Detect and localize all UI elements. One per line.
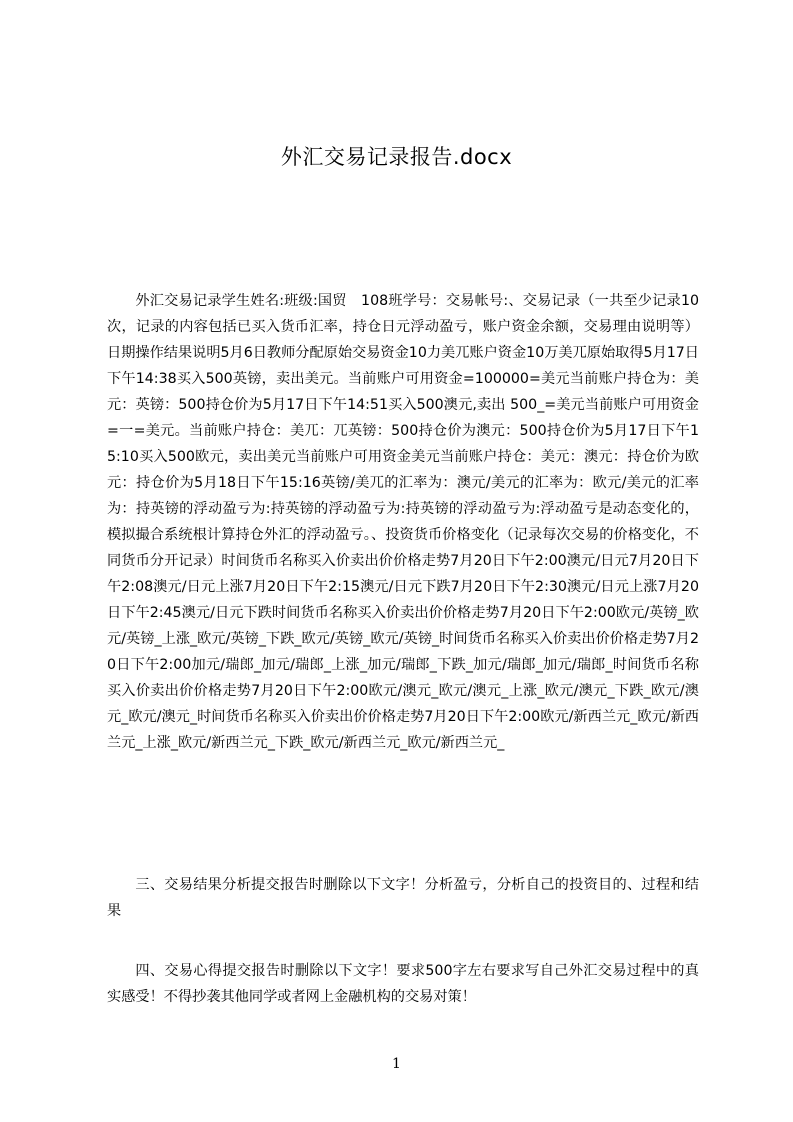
- section-four-paragraph: 四、交易心得提交报告时删除以下文字！要求500字左右要求写自己外汇交易过程中的真实感受！不得抄袭其他同学或者网上金融机构的交易对策！: [107, 963, 699, 1005]
- document-title: 外汇交易记录报告.docx: [280, 145, 513, 169]
- main-paragraph: 外汇交易记录学生姓名:班级:国贸 108班学号：交易帐号:、交易记录（一共至少记录10次，记录的内容包括已买入货币汇率，持仓日元浮动盈亏，账户资金余额，交易理由说明等）日期操作结果说明5月6日教师分配原始交易资金10力美兀账户资金10万美兀原始取得5月17日下午14:38买入500英镑，卖出美元。当前账户可用资金=100000=美元当前账户持仓为：美元：英镑：500持仓价为5月17日下午14:51买入500澳元,卖出 500_=美元当前账户可用资金=一=美元。当前账户持仓：美兀：兀英镑：500持仓价为澳元：500持仓价为5月17日下午15:10买入500欧元，卖出美元当前账户可用资金美元当前账户持仓：美元：澳元：持仓价为欧元：持仓价为5月18日下午15:16英镑/美兀的汇率为：澳元/美元的汇率为：欧元/美元的汇率为：持英镑的浮动盈亏为:持英镑的浮动盈亏为:持英镑的浮动盈亏为:浮动盈亏是动态变化的，模拟撮合系统根计算持仓外汇的浮动盈亏。、投资货币价格变化（记录每次交易的价格变化，不同货币分开记录）时间货币名称买入价卖出价价格走势7月20日下午2:00澳元/日元7月20日下午2:08澳元/日元上涨7月20日下午2:15澳元/日元下跌7月20日下午2:30澳元/日元上涨7月20日下午2:45澳元/日元下跌时间货币名称买入价卖出价价格走势7月20日下午2:00欧元/英镑_欧元/英镑_上涨_欧元/英镑_下跌_欧元/英镑_欧元/英镑_时间货币名称买入价卖出价价格走势7月20日下午2:00加元/瑞郎_加元/瑞郎_上涨_加元/瑞郎_下跌_加元/瑞郎_加元/瑞郎_时间货币名称买入价卖出价价格走势7月20日下午2:00欧元/澳元_欧元/澳元_上涨_欧元/澳元_下跌_欧元/澳元_欧元/澳元_时间货币名称买入价卖出价价格走势7月20日下午2:00欧元/新西兰元_欧元/新西兰元_上涨_欧元/新西兰元_下跌_欧元/新西兰元_欧元/新西兰元_: [107, 293, 699, 751]
- page-number: 1: [392, 1056, 401, 1072]
- section-three-paragraph: 三、交易结果分析提交报告时删除以下文字！分析盈亏，分析自己的投资目的、过程和结果: [107, 877, 699, 919]
